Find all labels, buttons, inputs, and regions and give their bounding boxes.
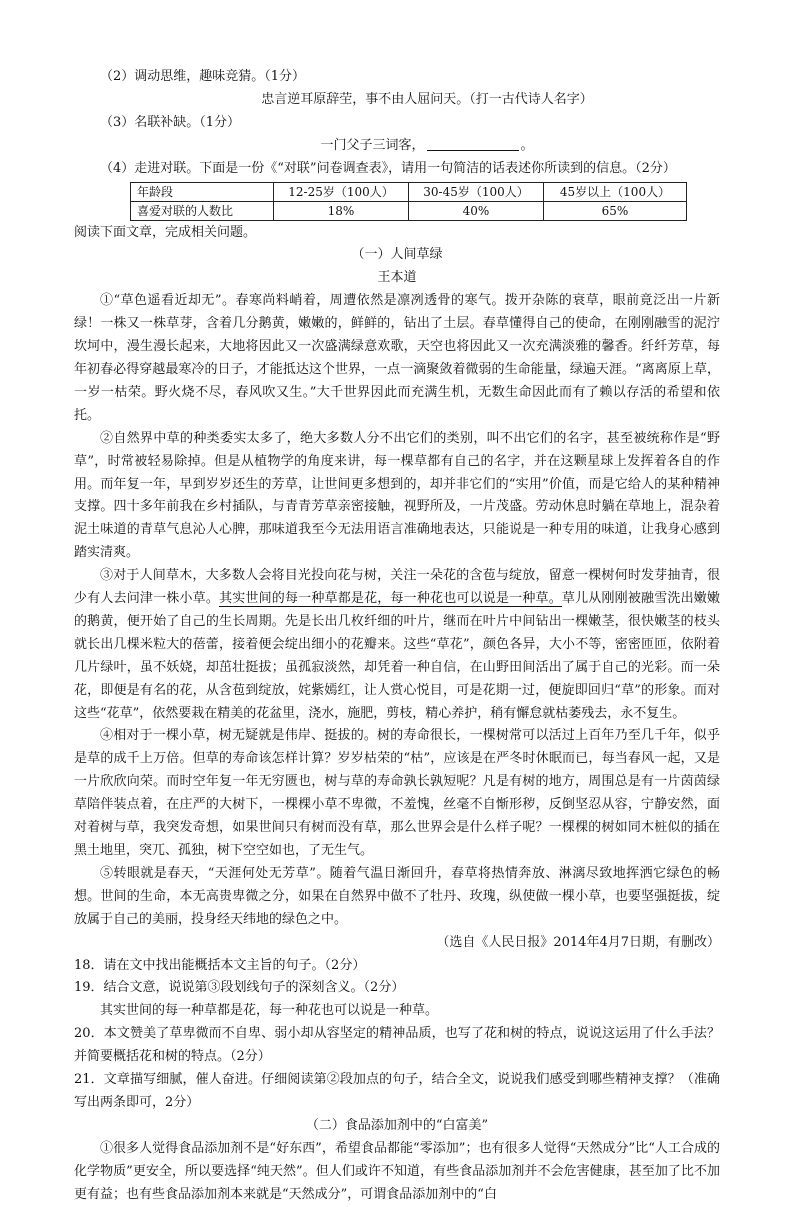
couplet-line [74, 135, 720, 158]
article1-paragraph-5: ⑤转眼就是春天，“天涯何处无芳草”。随着气温日渐回升，春草将热情奔放、淋漓尽致地挥洒它绿色的畅想。世间的生命，本无高贵卑微之分，如果在自然界中做不了牡丹、玫瑰，纵使做一棵小草，也要坚强挺拔，绽放属于自己的美丽，投身经天纬地的绿色之中。 [74, 865, 720, 927]
table-cell: 喜爱对联的人数比 [131, 201, 274, 220]
article1-paragraph-3 [74, 565, 720, 725]
table-cell: 45岁以上（100人） [544, 182, 687, 201]
couplet-suffix: 。 [520, 137, 534, 153]
question-18: 18．请在文中找出能概括本文主旨的句子。（2分） [74, 957, 366, 973]
table-row [131, 182, 687, 201]
paragraph-3-part-a: ③对于人间草木，大多数人会将目光投向花与树，关注一朵花的含苞与绽放，留意一棵树何时发芽抽青，很少有人去问津一株小草。 [74, 568, 720, 607]
question-19: 19．结合文意，说说第③段划线句子的深刻含义。（2分） [74, 980, 405, 996]
riddle-text: 忠言逆耳原辞茔，事不由人屈问天。（打一古代诗人名字） [261, 91, 593, 107]
table-cell: 12-25岁（100人） [274, 182, 409, 201]
article1-paragraph-1: ①“草色遥看近却无”。春寒尚料峭着，周遭依然是凛冽透骨的寒气。拨开杂陈的衰草，眼前竟泛出一片新绿！一株又一株草芽，含着几分鹅黄，嫩嫩的，鲜鲜的，钻出了土层。春草懂得自己的使命，在刚刚融雪的泥泞坎坷中，漫生漫长起来，大地将因此又一次盛满绿意欢歌，天空也将因此又一次充满淡雅的馨香。纤纤芳草，每年初春必得穿越最寒冷的日子，才能抵达这个世界，一点一滴聚敛着微弱的生命能量，绿遍天涯。“离离原上草，一岁一枯荣。野火烧不尽，春风吹又生。”大千世界因此而充满生机，无数生命因此而有了赖以存活的希望和依托。 [74, 293, 720, 423]
article1-paragraph-2: ②自然界中草的种类委实太多了，绝大多数人分不出它们的类别，叫不出它们的名字，甚至被统称作是“野草”，时常被轻易除掉。但是从植物学的角度来讲，每一棵草都有自己的名字，并在这颗星球上发挥着各自的作用。而年复一年，早到岁岁还生的芳草，让世间更多想到的，却并非它们的“实用”价值，而是它给人的某种精神支撑。四十多年前我在乡村插队，与青青芳草亲密接触，视野所及，一片茂盛。劳动休息时躺在草地上，混杂着泥土味道的青草气息沁人心脾，那味道我至今无法用语言准确地表达，只能说是一种专用的味道，让我身心感到踏实清爽。 [74, 430, 720, 561]
question-4: （4）走进对联。下面是一份《“对联”问卷调查表》，请用一句简洁的话表述你所读到的信息。（2分） [100, 160, 676, 176]
survey-table [130, 182, 687, 221]
table-cell: 40% [409, 201, 544, 220]
article1-title: （一）人间草绿 [351, 247, 443, 263]
table-row [131, 201, 687, 220]
article1-source: （选自《人民日报》2014年4月7日期，有删改） [436, 934, 720, 950]
question-20: 20．本文赞美了草卑微而不自卑、弱小却从容坚定的精神品质，也写了花和树的特点，说说这运用了什么手法？并简要概括花和树的特点。（2分） [74, 1026, 720, 1065]
question-2: （2）调动思维，趣味竞猜。（1分） [100, 69, 306, 84]
document-page [74, 66, 720, 1207]
article1-paragraph-4: ④相对于一棵小草，树无疑就是伟岸、挺拔的。树的寿命很长，一棵树常可以活过上百年乃至几千年，似乎是草的成千上万倍。但草的寿命该怎样计算？岁岁枯荣的“枯”，应该是在严冬时休眠而已，每当春风一起，又是一片欣欣向荣。而时空年复一年无穷匮也，树与草的寿命孰长孰短呢？凡是有树的地方，周围总是有一片茵茵绿草陪伴装点着，在庄严的大树下，一棵棵小草不卑微，不羞愧，丝毫不自惭形秽，反倒坚忍从容，宁静安然，面对着树与草，我突发奇想，如果世间只有树而没有草，那么世界会是什么样子呢？一棵棵的树如同木桩似的插在黑土地里，突兀、孤独，树下空空如也，了无生气。 [74, 728, 720, 858]
question-21: 21．文章描写细腻，催人奋进。仔细阅读第②段加点的句子，结合全文，说说我们感受到哪些精神支撑？（准确写出两条即可，2分） [74, 1072, 720, 1110]
article2-paragraph-1: ①很多人觉得食品添加剂不是“好东西”，希望食品都能“零添加”；也有很多人觉得“天然成分”比“人工合成的化学物质”更安全，所以要选择“纯天然”。但人们或许不知道，有些食品添加剂并不会危害健康，甚至加了比不加更有益；也有些食品添加剂本来就是“天然成分”，可谓食品添加剂中的“白 [74, 1140, 720, 1202]
table-cell: 30-45岁（100人） [409, 182, 544, 201]
reading-intro: 阅读下面文章，完成相关问题。 [74, 224, 257, 240]
table-cell: 65% [544, 201, 687, 220]
table-cell: 18% [274, 201, 409, 220]
article2-title: （二）食品添加剂中的“白富美” [305, 1117, 489, 1133]
couplet-prefix: 一门父子三词客， [320, 137, 425, 153]
underlined-sentence: 其实世间的每一种草都是花，每一种花也可以说是一种草。 [219, 591, 562, 607]
paragraph-3-part-c: 草儿从刚刚被融雪洗出嫩嫩的鹅黄，便开始了自己的生长周期。先是长出几枚纤细的叶片，继而在叶片中间钻出一棵嫩茎，很快嫩茎的枝头就长出几棵米粒大的蓓蕾，接着便会绽出细小的花瓣来。这些“草花”，颜色各异，大小不等，密密匝匝，依附着几片绿叶，虽不妖娆，却茁壮挺拔；虽孤寂淡然，却凭着一种自信，在山野田间活出了属于自己的光彩。而一朵花，即便是有名的花，从含苞到绽放，姹紫嫣红，让人赏心悦目，可是花期一过，便旋即回归“草”的形象。而对这些“花草”，依然要栽在精美的花盆里，浇水，施肥，剪枝，精心养护，稍有懈怠就枯萎残去，永不复生。 [74, 591, 720, 721]
table-cell: 年龄段 [131, 182, 274, 201]
couplet-answer-blank[interactable] [427, 137, 519, 151]
question-19-quote: 其实世间的每一种草都是花，每一种花也可以说是一种草。 [100, 1003, 439, 1019]
question-3: （3）名联补缺。（1分） [100, 114, 241, 130]
article1-author: 王本道 [377, 270, 417, 286]
